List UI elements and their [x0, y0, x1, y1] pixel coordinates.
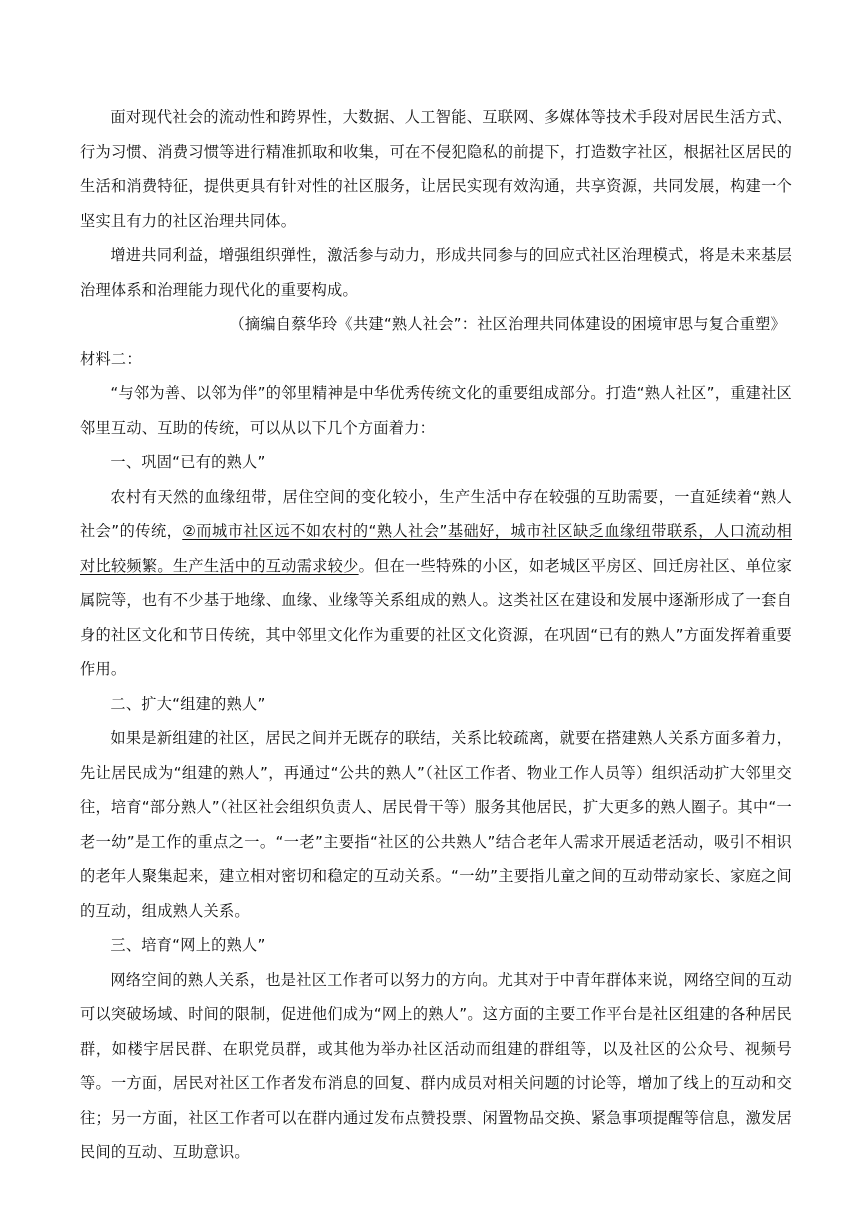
paragraph-rural-urban	[80, 480, 792, 687]
material-two-heading: 材料二：	[80, 349, 142, 368]
underlined-sentence: ②而城市社区远不如农村的“熟人社会”基础好，城市社区缺乏血缘纽带联系，人口流动相对比较频繁。生产生活中的互动需求较少	[80, 522, 792, 575]
section-heading-existing-acquaintances: 一、巩固“已有的熟人”	[110, 453, 266, 471]
text-segment: 。但在一些特殊的小区，如老城区平房区、回迁房社区、单位家属院等，也有不少基于地缘、血缘、业缘等关系组成的熟人。这类社区在建设和发展中逐渐形成了一套自身的社区文化和节日传统，其中邻里文化作为重要的社区文化资源，在巩固“已有的熟人”方面发挥着重要作用。	[80, 556, 793, 678]
section-heading-online-acquaintances: 三、培育“网上的熟人”	[110, 936, 266, 954]
paragraph-new-community: 如果是新组建的社区，居民之间并无既存的联结，关系比较疏离，就要在搭建熟人关系方面多着力，先让居民成为“组建的熟人”，再通过“公共的熟人”（社区工作者、物业工作人员等）组织活动扩大邻里交往，培育“部分熟人”（社区社会组织负责人、居民骨干等）服务其他居民，扩大更多的熟人圈子。其中“一老一幼”是工作的重点之一。“一老”主要指“社区的公共熟人”结合老年人需求开展适老活动，吸引不相识的老年人聚集起来，建立相对密切和稳定的互动关系。“一幼”主要指儿童之间的互动带动家长、家庭之间的互动，组成熟人关系。	[80, 729, 792, 920]
source-citation: （摘编自蔡华玲《共建“熟人社会”：社区治理共同体建设的困境审思与复合重塑》	[229, 315, 786, 333]
document-body	[80, 100, 792, 1170]
paragraph-online-space: 网络空间的熟人关系，也是社区工作者可以努力的方向。尤其对于中青年群体来说，网络空间的互动可以突破场域、时间的限制，促进他们成为“网上的熟人”。这方面的主要工作平台是社区组建的各种居民群，如楼宇居民群、在职党员群，或其他为举办社区活动而组建的群组等，以及社区的公众号、视频号等。一方面，居民对社区工作者发布消息的回复、群内成员对相关问题的讨论等，增加了线上的互动和交往；另一方面，社区工作者可以在群内通过发布点赞投票、闲置物品交换、紧急事项提醒等信息，激发居民间的互动、互助意识。	[80, 970, 792, 1161]
section-heading-built-acquaintances: 二、扩大“组建的熟人”	[110, 694, 266, 713]
text-segment: 农村有天然的血缘纽带，居住空间的变化较小，生产生活中存在较强的互助需要，一直延续着“熟人社会”的传统，	[80, 487, 792, 540]
paragraph-digital-community: 面对现代社会的流动性和跨界性，大数据、人工智能、互联网、多媒体等技术手段对居民生活方式、行为习惯、消费习惯等进行精准抓取和收集，可在不侵犯隐私的前提下，打造数字社区，根据社区居民的生活和消费特征，提供更具有针对性的社区服务，让居民实现有效沟通，共享资源，共同发展，构建一个坚实且有力的社区治理共同体。	[80, 108, 792, 230]
paragraph-common-interest: 增进共同利益，增强组织弹性，激活参与动力，形成共同参与的回应式社区治理模式，将是未来基层治理体系和治理能力现代化的重要构成。	[80, 246, 792, 299]
paragraph-neighborhood-spirit: “与邻为善、以邻为伴”的邻里精神是中华优秀传统文化的重要组成部分。打造“熟人社区”，重建社区邻里互动、互助的传统，可以从以下几个方面着力：	[80, 384, 792, 437]
